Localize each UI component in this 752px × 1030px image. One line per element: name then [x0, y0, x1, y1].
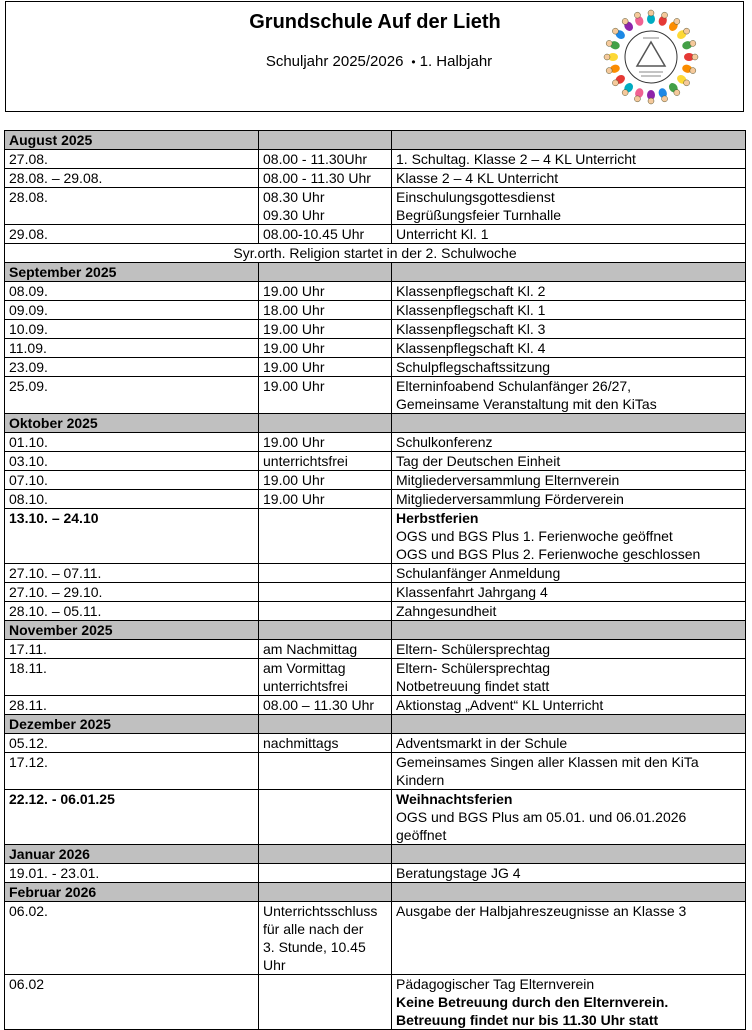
school-logo-icon [603, 8, 699, 106]
date-cell: 17.11. [5, 640, 259, 659]
time-line: für alle nach der [263, 921, 364, 937]
logo-figure-head [606, 40, 612, 46]
time-cell [259, 188, 392, 225]
bullet-separator: • [411, 55, 416, 69]
table-row [5, 659, 746, 696]
time-cell [259, 975, 392, 1030]
time-line: Unterrichtsschluss [263, 903, 378, 919]
event-line: Begrüßungsfeier Turnhalle [396, 207, 561, 223]
logo-figure-head [684, 80, 690, 86]
time-cell: nachmittags [259, 734, 392, 753]
date-cell: 01.10. [5, 433, 259, 452]
logo-figure-head [634, 12, 640, 18]
date-cell: 28.10. – 05.11. [5, 602, 259, 621]
event-cell: Unterricht Kl. 1 [392, 225, 746, 244]
date-cell: 28.11. [5, 696, 259, 715]
time-line: 08.30 Uhr [263, 189, 325, 205]
table-row [5, 282, 746, 301]
table-row [5, 225, 746, 244]
date-cell: 07.10. [5, 471, 259, 490]
school-title: Grundschule Auf der Lieth [249, 11, 501, 33]
event-line: Eltern- Schülersprechtag [396, 660, 551, 676]
note-row [5, 244, 746, 263]
logo-figure-head [662, 12, 668, 18]
logo-figure-head [622, 90, 628, 96]
term: 1. Halbjahr [419, 53, 493, 70]
logo-figure-head [612, 28, 618, 34]
table-row [5, 790, 746, 845]
time-cell: 08.00 - 11.30Uhr [259, 150, 392, 169]
time-cell [259, 902, 392, 975]
event-line: OGS und BGS Plus am 05.01. und 06.01.2026 [396, 809, 687, 825]
date-cell: 28.08. – 29.08. [5, 169, 259, 188]
date-cell: 08.10. [5, 490, 259, 509]
table-row [5, 583, 746, 602]
time-cell [259, 602, 392, 621]
month-label: Januar 2026 [5, 845, 259, 864]
event-line: Herbstferien [396, 510, 479, 526]
event-cell: Schulanfänger Anmeldung [392, 564, 746, 583]
time-cell: 18.00 Uhr [259, 301, 392, 320]
event-cell [392, 188, 746, 225]
event-line: Notbetreuung findet statt [396, 678, 550, 694]
time-cell [259, 659, 392, 696]
event-line: Kindern [396, 772, 445, 788]
event-line: Gemeinsame Veranstaltung mit den KiTas [396, 396, 657, 412]
time-cell: 19.00 Uhr [259, 282, 392, 301]
table-row [5, 734, 746, 753]
event-line: OGS und BGS Plus 1. Ferienwoche geöffnet [396, 528, 673, 544]
time-cell: 08.00 - 11.30 Uhr [259, 169, 392, 188]
table-row [5, 150, 746, 169]
month-header-oktober [5, 414, 746, 433]
logo-figure-head [648, 10, 654, 16]
logo-figure-head [648, 98, 654, 104]
event-cell: Eltern- Schülersprechtag [392, 640, 746, 659]
time-cell: 19.00 Uhr [259, 377, 392, 414]
event-cell: Beratungstage JG 4 [392, 864, 746, 883]
table-row [5, 320, 746, 339]
date-cell: 13.10. – 24.10 [5, 509, 259, 564]
logo-figure-head [606, 68, 612, 74]
month-label: August 2025 [5, 131, 259, 150]
date-cell: 06.02 [5, 975, 259, 1030]
time-cell: unterrichtsfrei [259, 452, 392, 471]
table-row [5, 433, 746, 452]
time-cell [259, 583, 392, 602]
event-cell: Adventsmarkt in der Schule [392, 734, 746, 753]
date-cell: 22.12. - 06.01.25 [5, 790, 259, 845]
time-cell: 08.00 – 11.30 Uhr [259, 696, 392, 715]
event-cell: Ausgabe der Halbjahreszeugnisse an Klasse 3 [392, 902, 746, 975]
time-cell [259, 753, 392, 790]
time-cell: 19.00 Uhr [259, 320, 392, 339]
event-cell: Zahngesundheit [392, 602, 746, 621]
table-row [5, 490, 746, 509]
time-cell: am Nachmittag [259, 640, 392, 659]
logo-figure-head [604, 54, 610, 60]
calendar-table [4, 130, 746, 1030]
table-row [5, 358, 746, 377]
time-cell [259, 564, 392, 583]
time-line: Uhr [263, 957, 286, 973]
month-label: November 2025 [5, 621, 259, 640]
event-cell: Klassenpflegschaft Kl. 4 [392, 339, 746, 358]
logo-figure-head [622, 18, 628, 24]
month-label: Februar 2026 [5, 883, 259, 902]
event-line: geöffnet [396, 827, 447, 843]
date-cell: 19.01. - 23.01. [5, 864, 259, 883]
month-label: Dezember 2025 [5, 715, 259, 734]
document-header [5, 1, 744, 112]
time-cell: 19.00 Uhr [259, 339, 392, 358]
time-cell [259, 864, 392, 883]
event-cell: Klasse 2 – 4 KL Unterricht [392, 169, 746, 188]
month-header-februar [5, 883, 746, 902]
note-cell: Syr.orth. Religion startet in der 2. Schulwoche [5, 244, 746, 263]
event-cell: Aktionstag „Advent“ KL Unterricht [392, 696, 746, 715]
table-row [5, 975, 746, 1030]
event-line: Gemeinsames Singen aller Klassen mit den KiTa [396, 754, 699, 770]
table-row [5, 169, 746, 188]
time-cell: 19.00 Uhr [259, 433, 392, 452]
date-cell: 03.10. [5, 452, 259, 471]
month-header-november [5, 621, 746, 640]
logo-figure-head [634, 96, 640, 102]
table-row [5, 452, 746, 471]
table-row [5, 509, 746, 564]
date-cell: 25.09. [5, 377, 259, 414]
date-cell: 18.11. [5, 659, 259, 696]
date-cell: 10.09. [5, 320, 259, 339]
logo-figure-head [674, 18, 680, 24]
date-cell: 11.09. [5, 339, 259, 358]
logo-figure-head [674, 90, 680, 96]
date-cell: 23.09. [5, 358, 259, 377]
table-row [5, 640, 746, 659]
logo-figure-head [612, 80, 618, 86]
time-cell [259, 790, 392, 845]
table-row [5, 602, 746, 621]
event-cell: Schulkonferenz [392, 433, 746, 452]
date-cell: 17.12. [5, 753, 259, 790]
logo-figure-head [690, 40, 696, 46]
event-cell [392, 377, 746, 414]
month-label: Oktober 2025 [5, 414, 259, 433]
event-cell: 1. Schultag. Klasse 2 – 4 KL Unterricht [392, 150, 746, 169]
date-cell: 06.02. [5, 902, 259, 975]
event-cell: Klassenfahrt Jahrgang 4 [392, 583, 746, 602]
event-line: Pädagogischer Tag Elternverein [396, 976, 595, 992]
table-row [5, 864, 746, 883]
month-header-august [5, 131, 746, 150]
event-cell [392, 753, 746, 790]
date-cell: 09.09. [5, 301, 259, 320]
table-row [5, 902, 746, 975]
event-cell: Schulpflegschaftssitzung [392, 358, 746, 377]
time-cell: 19.00 Uhr [259, 490, 392, 509]
time-line: 09.30 Uhr [263, 207, 325, 223]
month-header-dezember [5, 715, 746, 734]
time-cell: 19.00 Uhr [259, 471, 392, 490]
table-row [5, 753, 746, 790]
event-cell: Tag der Deutschen Einheit [392, 452, 746, 471]
month-header-september [5, 263, 746, 282]
month-header-januar [5, 845, 746, 864]
time-line: 3. Stunde, 10.45 [263, 939, 366, 955]
logo-figure-head [690, 68, 696, 74]
table-row [5, 301, 746, 320]
date-cell: 08.09. [5, 282, 259, 301]
date-cell: 27.10. – 29.10. [5, 583, 259, 602]
date-cell: 05.12. [5, 734, 259, 753]
event-line: Keine Betreuung durch den Elternverein. [396, 994, 669, 1010]
logo-figure-head [684, 28, 690, 34]
event-line: OGS und BGS Plus 2. Ferienwoche geschlossen [396, 546, 701, 562]
time-cell: 08.00-10.45 Uhr [259, 225, 392, 244]
table-row [5, 696, 746, 715]
time-cell: 19.00 Uhr [259, 358, 392, 377]
event-cell: Klassenpflegschaft Kl. 1 [392, 301, 746, 320]
event-cell [392, 659, 746, 696]
event-cell [392, 975, 746, 1030]
table-row [5, 188, 746, 225]
event-line: Elterninfoabend Schulanfänger 26/27, [396, 378, 632, 394]
time-cell [259, 509, 392, 564]
event-cell: Mitgliederversammlung Förderverein [392, 490, 746, 509]
event-line: Weihnachtsferien [396, 791, 513, 807]
month-label: September 2025 [5, 263, 259, 282]
event-cell: Klassenpflegschaft Kl. 2 [392, 282, 746, 301]
table-row [5, 377, 746, 414]
table-row [5, 471, 746, 490]
logo-figure-head [692, 54, 698, 60]
date-cell: 27.08. [5, 150, 259, 169]
table-row [5, 564, 746, 583]
event-line: Einschulungsgottesdienst [396, 189, 555, 205]
table-row [5, 339, 746, 358]
event-cell [392, 790, 746, 845]
logo-figure-head [662, 96, 668, 102]
date-cell: 27.10. – 07.11. [5, 564, 259, 583]
event-cell: Mitgliederversammlung Elternverein [392, 471, 746, 490]
date-cell: 29.08. [5, 225, 259, 244]
date-cell: 28.08. [5, 188, 259, 225]
school-year: Schuljahr 2025/2026 [265, 53, 404, 70]
time-line: unterrichtsfrei [263, 678, 348, 694]
event-cell: Klassenpflegschaft Kl. 3 [392, 320, 746, 339]
time-line: am Vormittag [263, 660, 346, 676]
event-cell [392, 509, 746, 564]
event-line: Betreuung findet nur bis 11.30 Uhr statt [396, 1012, 659, 1028]
